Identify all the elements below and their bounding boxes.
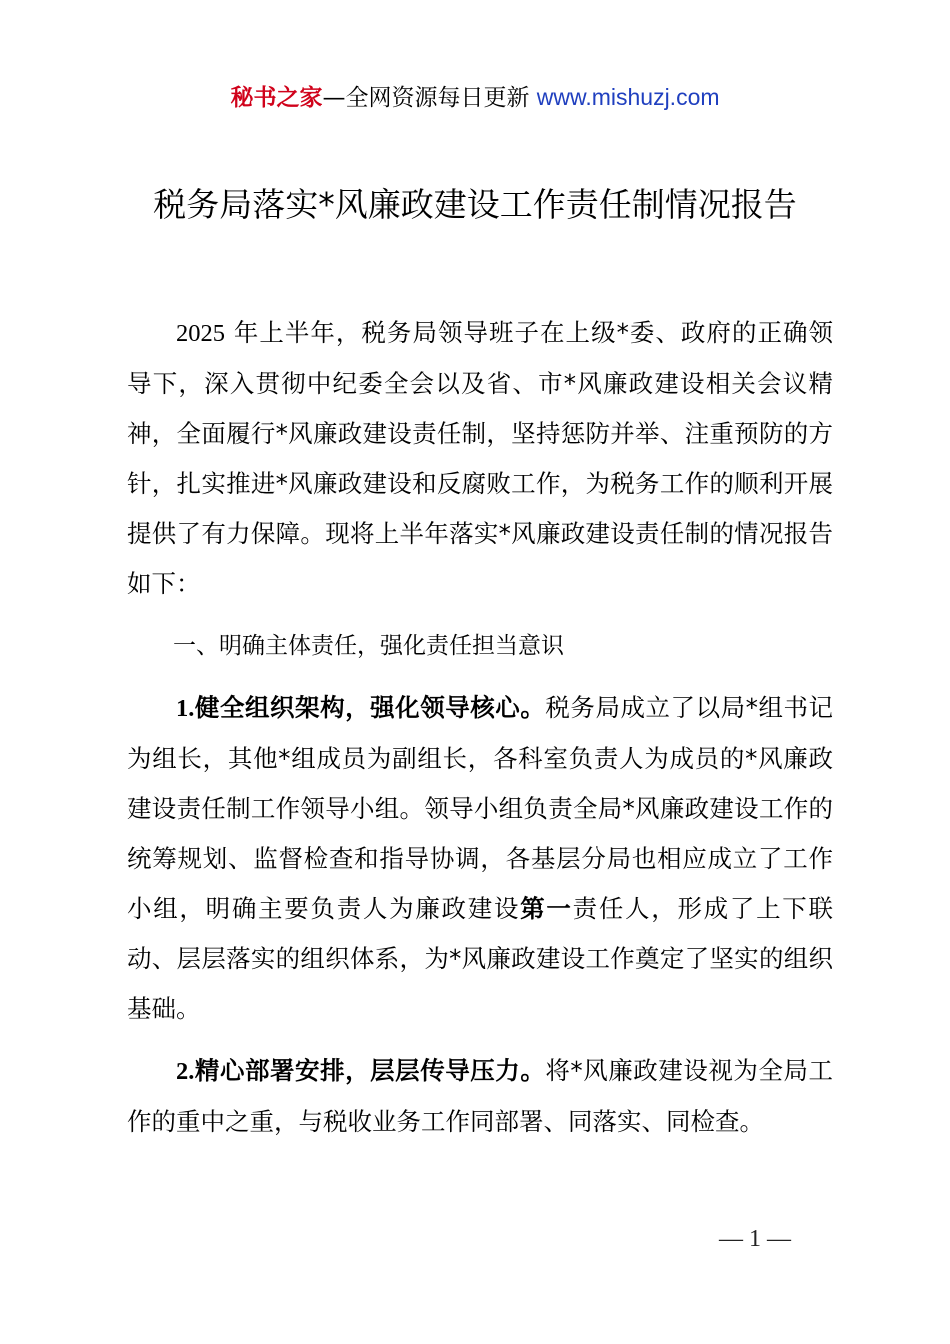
item-2-paragraph	[127, 1046, 833, 1147]
item-1-lead: 健全组织架构，强化领导核心。	[194, 693, 546, 722]
item-1-number: 1.	[176, 695, 195, 722]
section-1-heading: 一、明确主体责任，强化责任担当意识	[173, 633, 564, 659]
site-header	[0, 80, 950, 115]
intro-paragraph	[127, 308, 833, 609]
item-2-number: 2.	[176, 1058, 195, 1085]
document-body	[127, 308, 833, 1147]
site-url-link[interactable]: www.mishuzj.com	[536, 84, 720, 110]
item-2-text: 将*风廉政建设视为全局工作的重中之重，与税收业务工作同部署、同落实、同检查。	[127, 1056, 834, 1136]
page-number: — 1 —	[719, 1226, 791, 1252]
document-title: 税务局落实*风廉政建设工作责任制情况报告	[153, 185, 797, 224]
item-1-paragraph	[127, 683, 833, 1034]
intro-year: 2025	[176, 320, 225, 347]
item-1-text-a: 税务局成立了以局*组书记为组长，其他*组成员为副组长，各科室负责人为成员的*风廉政建设责任制工作领导小组。领导小组负责全局*风廉政建设工作的统筹规划、监督检查和指导协调，各基层分局也相应成立了工作小组，明确主要负责人为廉政建设	[127, 693, 834, 923]
item-1-text-b: 责任人，形成了上下联动、层层落实的组织体系，为*风廉政建设工作奠定了坚实的组织基础。	[127, 894, 834, 1023]
intro-text: 年上半年，税务局领导班子在上级*委、政府的正确领导下，深入贯彻中纪委全会以及省、市*风廉政建设相关会议精神，全面履行*风廉政建设责任制，坚持惩防并举、注重预防的方针，扎实推进*风廉政建设和反腐败工作，为税务工作的顺利开展提供了有力保障。现将上半年落实*风廉政建设责任制的情况报告如下：	[127, 318, 833, 598]
item-1-emphasis: 第一	[520, 894, 573, 923]
brand-name: 秘书之家	[230, 85, 323, 111]
item-2-lead: 精心部署安排，层层传导压力。	[194, 1056, 546, 1085]
header-tagline: —全网资源每日更新	[322, 85, 530, 111]
